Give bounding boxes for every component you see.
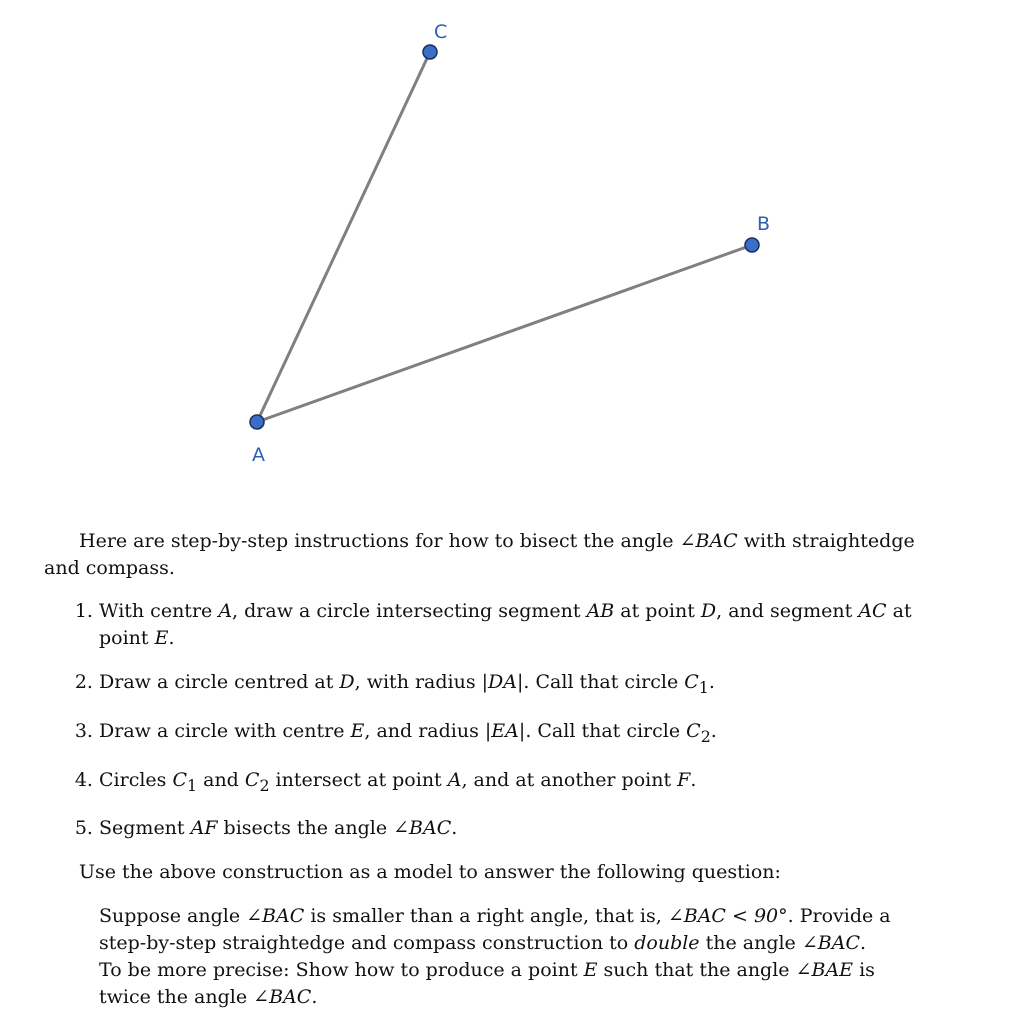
segment-ab [257,245,752,422]
instructions-text [0,528,1017,1011]
step-3: 3. Draw a circle with centre E, and radius |EA|. Call that circle $C_2$. [99,718,947,750]
point-a[interactable] [250,415,264,429]
point-b-label: B [757,213,771,235]
point-c-label: C [434,21,448,43]
step-2: 2. Draw a circle centred at D, with radius |DA|. Call that circle $C_1$. [99,669,947,701]
geometry-figure [0,0,1017,500]
intro-paragraph: Here are step-by-step instructions for how to bisect the angle ∠BAC with straightedge and compass. [44,530,915,579]
question-text: Suppose angle ∠BAC is smaller than a right angle, that is, ∠BAC < 90°. Provide a step-by-step straightedge and compass construction to double the angle ∠BAC. To be more precise: Show how to produce a point E such that the angle ∠BAE is twice the angle ∠BAC. [99,905,891,1009]
steps-list [0,598,947,842]
step-1: 1. With centre A, draw a circle intersecting segment AB at point D, and segment AC at point E. [99,598,947,652]
point-b[interactable] [745,238,759,252]
step-5: 5. Segment AF bisects the angle ∠BAC. [99,815,947,842]
question-prompt: Use the above construction as a model to answer the following question: [79,861,781,884]
segment-ac [257,52,430,422]
point-c[interactable] [423,45,437,59]
point-a-label: A [252,444,265,466]
step-4: 4. Circles $C_1$ and $C_2$ intersect at point A, and at another point F. [99,767,947,799]
